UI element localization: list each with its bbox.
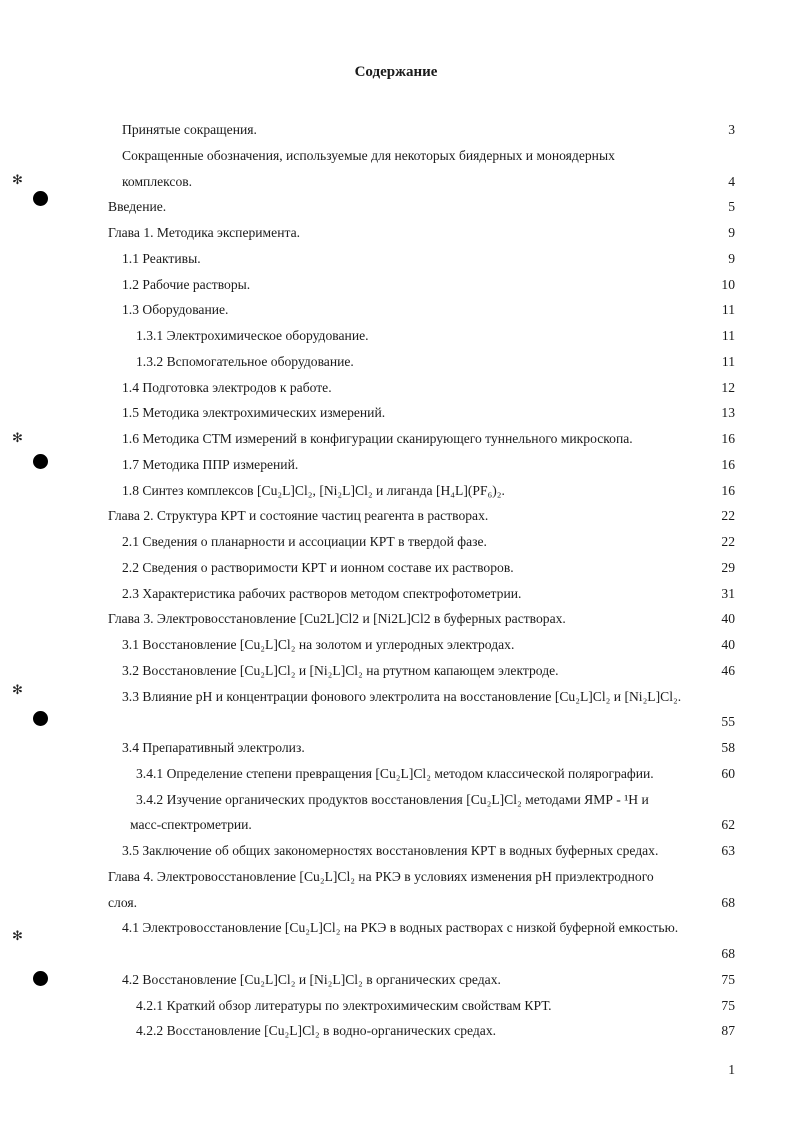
toc-entry xyxy=(0,272,792,298)
punch-hole-icon xyxy=(33,971,48,986)
toc-entry-page: 4 xyxy=(728,173,735,189)
toc-entry-title: 1.1 Реактивы. xyxy=(122,250,201,266)
toc-entry-title: 1.3.2 Вспомогательное оборудование. xyxy=(136,353,354,369)
toc-entry-title: Глава 4. Электровосстановление [Cu₂L]Cl₂ на РКЭ в условиях изменения pH приэлектродного xyxy=(108,868,654,884)
toc-entry-page: 11 xyxy=(721,302,735,318)
toc-entry xyxy=(0,812,792,838)
toc-entry-page: 68 xyxy=(721,894,735,910)
toc-entry-title: 1.3 Оборудование. xyxy=(122,302,229,318)
toc-entry xyxy=(0,735,792,761)
toc-entry-title: Введение. xyxy=(108,199,167,215)
toc-entry xyxy=(0,761,792,787)
toc-entry-title: комплексов. xyxy=(122,173,193,189)
punch-hole-icon xyxy=(33,711,48,726)
toc-entry xyxy=(0,194,792,220)
toc-entry xyxy=(0,864,792,890)
toc-entry-page: 62 xyxy=(721,817,735,833)
punch-hole-icon xyxy=(33,191,48,206)
toc-entry xyxy=(0,890,792,916)
toc-entry-page: 11 xyxy=(721,353,735,369)
toc-entry-page: 75 xyxy=(721,971,735,987)
toc-entry-title: 3.5 Заключение об общих закономерностях восстановления КРТ в водных буферных средах. xyxy=(122,843,659,858)
toc-entry xyxy=(0,349,792,375)
toc-entry xyxy=(0,632,792,658)
toc-entry xyxy=(0,297,792,323)
toc-entry-page: 31 xyxy=(721,585,735,601)
toc-entry-title: 4.2 Восстановление [Cu₂L]Cl₂ и [Ni₂L]Cl₂ в органических средах. xyxy=(122,971,501,987)
page-title: Содержание xyxy=(354,64,438,80)
toc-entry-title: масс-спектрометрии. xyxy=(130,817,252,833)
page-number: 1 xyxy=(728,1062,735,1077)
toc-entry-page: 46 xyxy=(721,662,735,678)
toc-entry-title: 2.3 Характеристика рабочих растворов методом спектрофотометрии. xyxy=(122,585,522,601)
toc-entry xyxy=(0,220,792,246)
toc-entry xyxy=(0,993,792,1019)
toc-entry-page: 11 xyxy=(721,328,735,343)
scan-mark-icon: ✻ xyxy=(12,682,23,697)
toc-entry xyxy=(0,967,792,993)
toc-entry-page: 55 xyxy=(721,714,735,730)
toc-entry xyxy=(0,323,792,349)
toc-entry xyxy=(0,143,792,169)
toc-entry-page: 12 xyxy=(721,379,735,395)
scan-mark-icon: ✻ xyxy=(12,430,23,445)
toc-entry xyxy=(0,581,792,607)
toc-entry xyxy=(0,555,792,581)
toc-entry-title: 1.5 Методика электрохимических измерений. xyxy=(122,405,386,421)
toc-entry-title: 3.4.2 Изучение органических продуктов восстановления [Cu₂L]Cl₂ методами ЯМР - ¹H и xyxy=(136,791,649,807)
toc-entry-title: 1.3.1 Электрохимическое оборудование. xyxy=(136,328,369,343)
toc-entry xyxy=(0,606,792,632)
toc-entry xyxy=(0,246,792,272)
toc-entry-title: 4.2.1 Краткий обзор литературы по электрохимическим свойствам КРТ. xyxy=(136,997,552,1013)
toc-entry-page: 9 xyxy=(728,225,735,240)
toc-entry xyxy=(0,941,792,967)
toc-entry-title: 1.6 Методика СТМ измерений в конфигурации сканирующего туннельного микроскопа. xyxy=(122,431,633,446)
toc-entry-page: 60 xyxy=(721,765,735,781)
toc-entry-page: 87 xyxy=(721,1023,735,1039)
toc-entry xyxy=(0,117,792,143)
toc-entry xyxy=(0,400,792,426)
toc-entry-title: 4.1 Электровосстановление [Cu₂L]Cl₂ на РКЭ в водных растворах с низкой буферной емкостью. xyxy=(122,920,679,936)
toc-entry-page: 16 xyxy=(721,456,735,472)
toc-entry xyxy=(0,838,792,864)
toc-entry-page: 16 xyxy=(721,431,735,446)
toc-entry-title: 4.2.2 Восстановление [Cu₂L]Cl₂ в водно-органических средах. xyxy=(136,1023,497,1039)
toc-entry-page: 68 xyxy=(721,946,735,961)
toc-entry-title: 3.1 Восстановление [Cu₂L]Cl₂ на золотом и углеродных электродах. xyxy=(122,637,515,652)
toc-entry-page: 3 xyxy=(728,122,735,137)
toc-entry-page: 22 xyxy=(721,534,735,549)
toc-entry-title: Принятые сокращения. xyxy=(122,122,257,137)
toc-entry-page: 58 xyxy=(721,740,735,755)
scan-mark-icon: ✻ xyxy=(12,172,23,187)
toc-entry xyxy=(0,426,792,452)
toc-entry-page: 75 xyxy=(721,997,735,1013)
toc-entry-title: 1.8 Синтез комплексов [Cu₂L]Cl₂, [Ni₂L]Cl₂ и лиганда [H₄L](PF₆)₂. xyxy=(122,482,505,498)
table-of-contents xyxy=(0,117,792,1044)
toc-entry-page: 5 xyxy=(728,199,735,215)
toc-entry-title: 2.2 Сведения о растворимости КРТ и ионном составе их растворов. xyxy=(122,559,514,575)
toc-entry-page: 40 xyxy=(721,637,735,652)
toc-entry xyxy=(0,478,792,504)
scan-mark-icon: ✻ xyxy=(12,928,23,943)
toc-entry-title: 3.3 Влияние pH и концентрации фонового электролита на восстановление [Cu₂L]Cl₂ и [Ni₂L]Cl₂. xyxy=(122,688,682,704)
toc-entry-page: 40 xyxy=(721,611,735,627)
toc-entry-title: Глава 1. Методика эксперимента. xyxy=(108,225,301,240)
toc-entry xyxy=(0,375,792,401)
toc-entry xyxy=(0,915,792,941)
toc-entry-title: 3.4 Препаративный электролиз. xyxy=(122,740,305,755)
toc-entry-page: 10 xyxy=(721,276,735,292)
toc-entry-title: Сокращенные обозначения, используемые для некоторых биядерных и моноядерных xyxy=(122,147,615,163)
toc-entry xyxy=(0,452,792,478)
toc-entry-page: 29 xyxy=(721,559,735,575)
punch-hole-icon xyxy=(33,454,48,469)
toc-entry-page: 16 xyxy=(721,482,735,498)
toc-entry-title: Глава 3. Электровосстановление [Cu2L]Cl2 и [Ni2L]Cl2 в буферных растворах. xyxy=(108,611,566,627)
toc-entry-title: 3.4.1 Определение степени превращения [Cu₂L]Cl₂ методом классической полярографии. xyxy=(136,765,654,781)
toc-entry-title: Глава 2. Структура КРТ и состояние частиц реагента в растворах. xyxy=(108,508,489,524)
toc-entry xyxy=(0,503,792,529)
toc-entry xyxy=(0,169,792,195)
toc-entry xyxy=(0,1018,792,1044)
toc-entry xyxy=(0,709,792,735)
toc-entry-page: 9 xyxy=(728,250,735,266)
toc-entry-title: слоя. xyxy=(108,894,138,910)
toc-entry xyxy=(0,529,792,555)
toc-entry-title: 1.4 Подготовка электродов к работе. xyxy=(122,379,332,395)
toc-entry-page: 63 xyxy=(721,843,735,858)
toc-entry-title: 3.2 Восстановление [Cu₂L]Cl₂ и [Ni₂L]Cl₂ на ртутном капающем электроде. xyxy=(122,662,559,678)
toc-entry xyxy=(0,787,792,813)
toc-entry-title: 1.7 Методика ППР измерений. xyxy=(122,456,299,472)
toc-entry-page: 13 xyxy=(721,405,735,421)
toc-entry-title: 2.1 Сведения о планарности и ассоциации КРТ в твердой фазе. xyxy=(122,534,487,549)
toc-entry xyxy=(0,684,792,710)
toc-entry-title: 1.2 Рабочие растворы. xyxy=(122,276,251,292)
toc-entry xyxy=(0,658,792,684)
toc-entry-page: 22 xyxy=(721,508,735,524)
